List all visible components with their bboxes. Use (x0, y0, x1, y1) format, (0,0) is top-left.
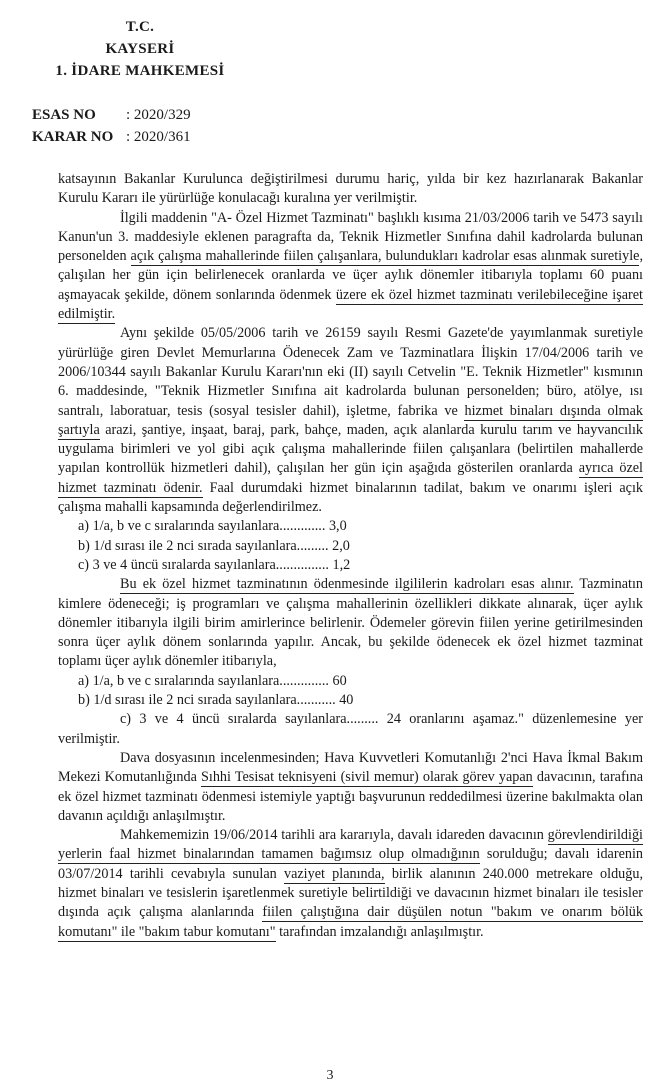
karar-row (32, 126, 191, 148)
p7-text-c: birlik alanının 240.000 metrekare olduğu, hizmet binaları ve tesislerin işaretlenmek suretiyle belirtildiği ve davacının hizmet binaları ile tesisler dışında açık çalışma alanlarında (58, 865, 643, 921)
p2-underline-1: açık çalışma mahallerinde fiilen çalışanlara, bulundukları kadrolar esas alınmak suretiyle (130, 248, 640, 265)
p7-underline-1: görevlendirildiği yerlerin faal hizmet binalarından tamamen bağımsız olup olmadığının (58, 827, 643, 863)
list1-item-c: c) 3 ve 4 üncü sıralarda sayılanlara............... 1,2 (78, 556, 351, 573)
list2-item-b: b) 1/d sırası ile 2 nci sırada sayılanlara........... 40 (78, 692, 354, 709)
p6-underline-1: Sıhhi Tesisat teknisyeni (sivil memur) olarak görev yapan (201, 769, 533, 786)
esas-label: ESAS NO (32, 107, 96, 123)
esas-row (32, 104, 191, 126)
p2-text-b: , çalışılan her gün için belirlenecek oranlarda ve üçer aylık dönemler itibarıyla toplamı 60 puanı aşmayacak şekilde, dönem sonlarında ödenmek (58, 248, 643, 303)
p3-text-c: Faal durumdaki hizmet binalarının tadilat, bakım ve onarımı işleri açık çalışma mahalli kapsamında değerlendirilmez. (58, 479, 643, 516)
page-number: 3 (326, 1068, 334, 1083)
p2-underline-2: üzere ek özel hizmet tazminatı verilebileceğine işaret edilmiştir. (58, 286, 643, 323)
p3-underline-2: ayrıca özel hizmet tazminatı ödenir. (58, 460, 643, 496)
p6-text-a: Dava dosyasının incelenmesinden; Hava Kuvvetleri Komutanlığı 2'nci Hava İkmal Bakım Mekezi Komutanlığında (58, 749, 643, 786)
court-header (40, 16, 240, 82)
list1-item-b: b) 1/d sırası ile 2 nci sırada sayılanlara......... 2,0 (78, 537, 350, 554)
p7-text-d: tarafından imzalandığı anlaşılmıştır. (275, 923, 484, 940)
document-body (58, 170, 643, 942)
p7-text-b: sorulduğu; davalı idarenin 03/07/2014 tarihli cevabıyla sunulan (58, 846, 643, 882)
list2-item-a: a) 1/a, b ve c sıralarında sayılanlara.............. 60 (78, 672, 347, 689)
p3-underline-1: hizmet binaları dışında olmak şartıyla (58, 402, 643, 438)
p4-underline: Bu ek özel hizmet tazminatının ödenmesinde ilgililerin kadroları esas alınır. (120, 576, 574, 593)
paragraph-6 (58, 749, 643, 826)
karar-label: KARAR NO (32, 129, 114, 145)
p7-underline-3: fiilen çalıştığına dair düşülen notun "bakım ve onarım bölük komutanı" ile "bakım tabur komutanı" (58, 904, 643, 940)
paragraph-7 (58, 826, 643, 942)
p3-text-a: Aynı şekilde 05/05/2006 tarih ve 26159 sayılı Resmi Gazete'de yayımlanmak suretiyle yürürlüğe giren Devlet Memurlarına Ödenecek Zam ve Tazminatlara İlişkin 17/04/2006 tarih ve 2006/10344 sayılı Bakanlar Kurulu Kararı'nın eki (II) sayılı Cetvelin "E. Teknik Hizmetler" kısmının 6. maddesinde, "Teknik Hizmetler Sınıfına ait kadrolarda bulunan personelden; büro, atölye, ısı santralı, laboratuar, tesis (sosyal tesisler dahil), işletme, fabrika ve (58, 325, 643, 419)
p6-text-b: davacının, tarafına ek özel hizmet tazminatı ödenmesi istemiyle yaptığı başvurunun reddedilmesi üzerine bakılmakta olan davanın açıldığı anlaşılmıştır. (58, 769, 644, 824)
paragraph-3 (58, 324, 643, 517)
p7-underline-2: vaziyet planında, (283, 865, 385, 882)
header-country: T.C. (125, 19, 155, 35)
p4-text-a: Tazminatın kimlere ödeneceği; iş programları ve çalışma mahallerinin özellikleri dikkate alınarak, üçer aylık dönemler itibarıyla ilgili birim amirlerince belirlenir. Ödemeler görevin fiilen yerine getirilmesinden sonra üçer aylık dönem sonlarında yapılır. Ancak, bu şekilde ödenecek ek özel hizmet tazminat toplamı üçer aylık dönemler itibarıyla, (58, 576, 644, 670)
paragraph-2 (58, 209, 643, 325)
karar-value: : 2020/361 (126, 129, 191, 145)
paragraph-5: c) 3 ve 4 üncü sıralarda sayılanlara......... 24 oranlarını aşamaz." düzenlemesine yer verilmiştir. (58, 711, 643, 747)
list1-item-a: a) 1/a, b ve c sıralarında sayılanlara............. 3,0 (78, 518, 347, 535)
paragraph-1: katsayının Bakanlar Kurulunca değiştirilmesi durumu hariç, yılda bir kez hazırlanarak Bakanlar Kurulu Kararı ile yürürlüğe konulacağı kuralına yer verilmiştir. (58, 171, 643, 207)
paragraph-4 (58, 575, 643, 671)
p2-text-a: İlgili maddenin "A- Özel Hizmet Tazminatı" başlıklı kısıma 21/03/2006 tarih ve 5473 sayılı Kanun'un 3. maddesiyle eklenen paragrafta da, Teknik Hizmetler Sınıfına dahil kadrolarda bulunan personelden (58, 209, 643, 265)
p3-text-b: arazi, şantiye, inşaat, baraj, park, bahçe, maden, açık alanlarda kurulu tarım ve hayvancılık uygulama birimleri ve yol gibi açık çalışma mahallerinde fiilen çalışanlara (belirtilen mahallerde yapılan kontrollük hizmetleri dahil), çalışılan her gün için aşağıda gösterilen oranlarda (58, 421, 643, 477)
esas-value: : 2020/329 (126, 107, 191, 123)
header-city: KAYSERİ (105, 41, 175, 57)
header-court: 1. İDARE MAHKEMESİ (55, 63, 225, 79)
p7-text-a: Mahkememizin 19/06/2014 tarihli ara kararıyla, davalı idareden davacının (120, 827, 548, 844)
case-numbers (32, 104, 191, 148)
